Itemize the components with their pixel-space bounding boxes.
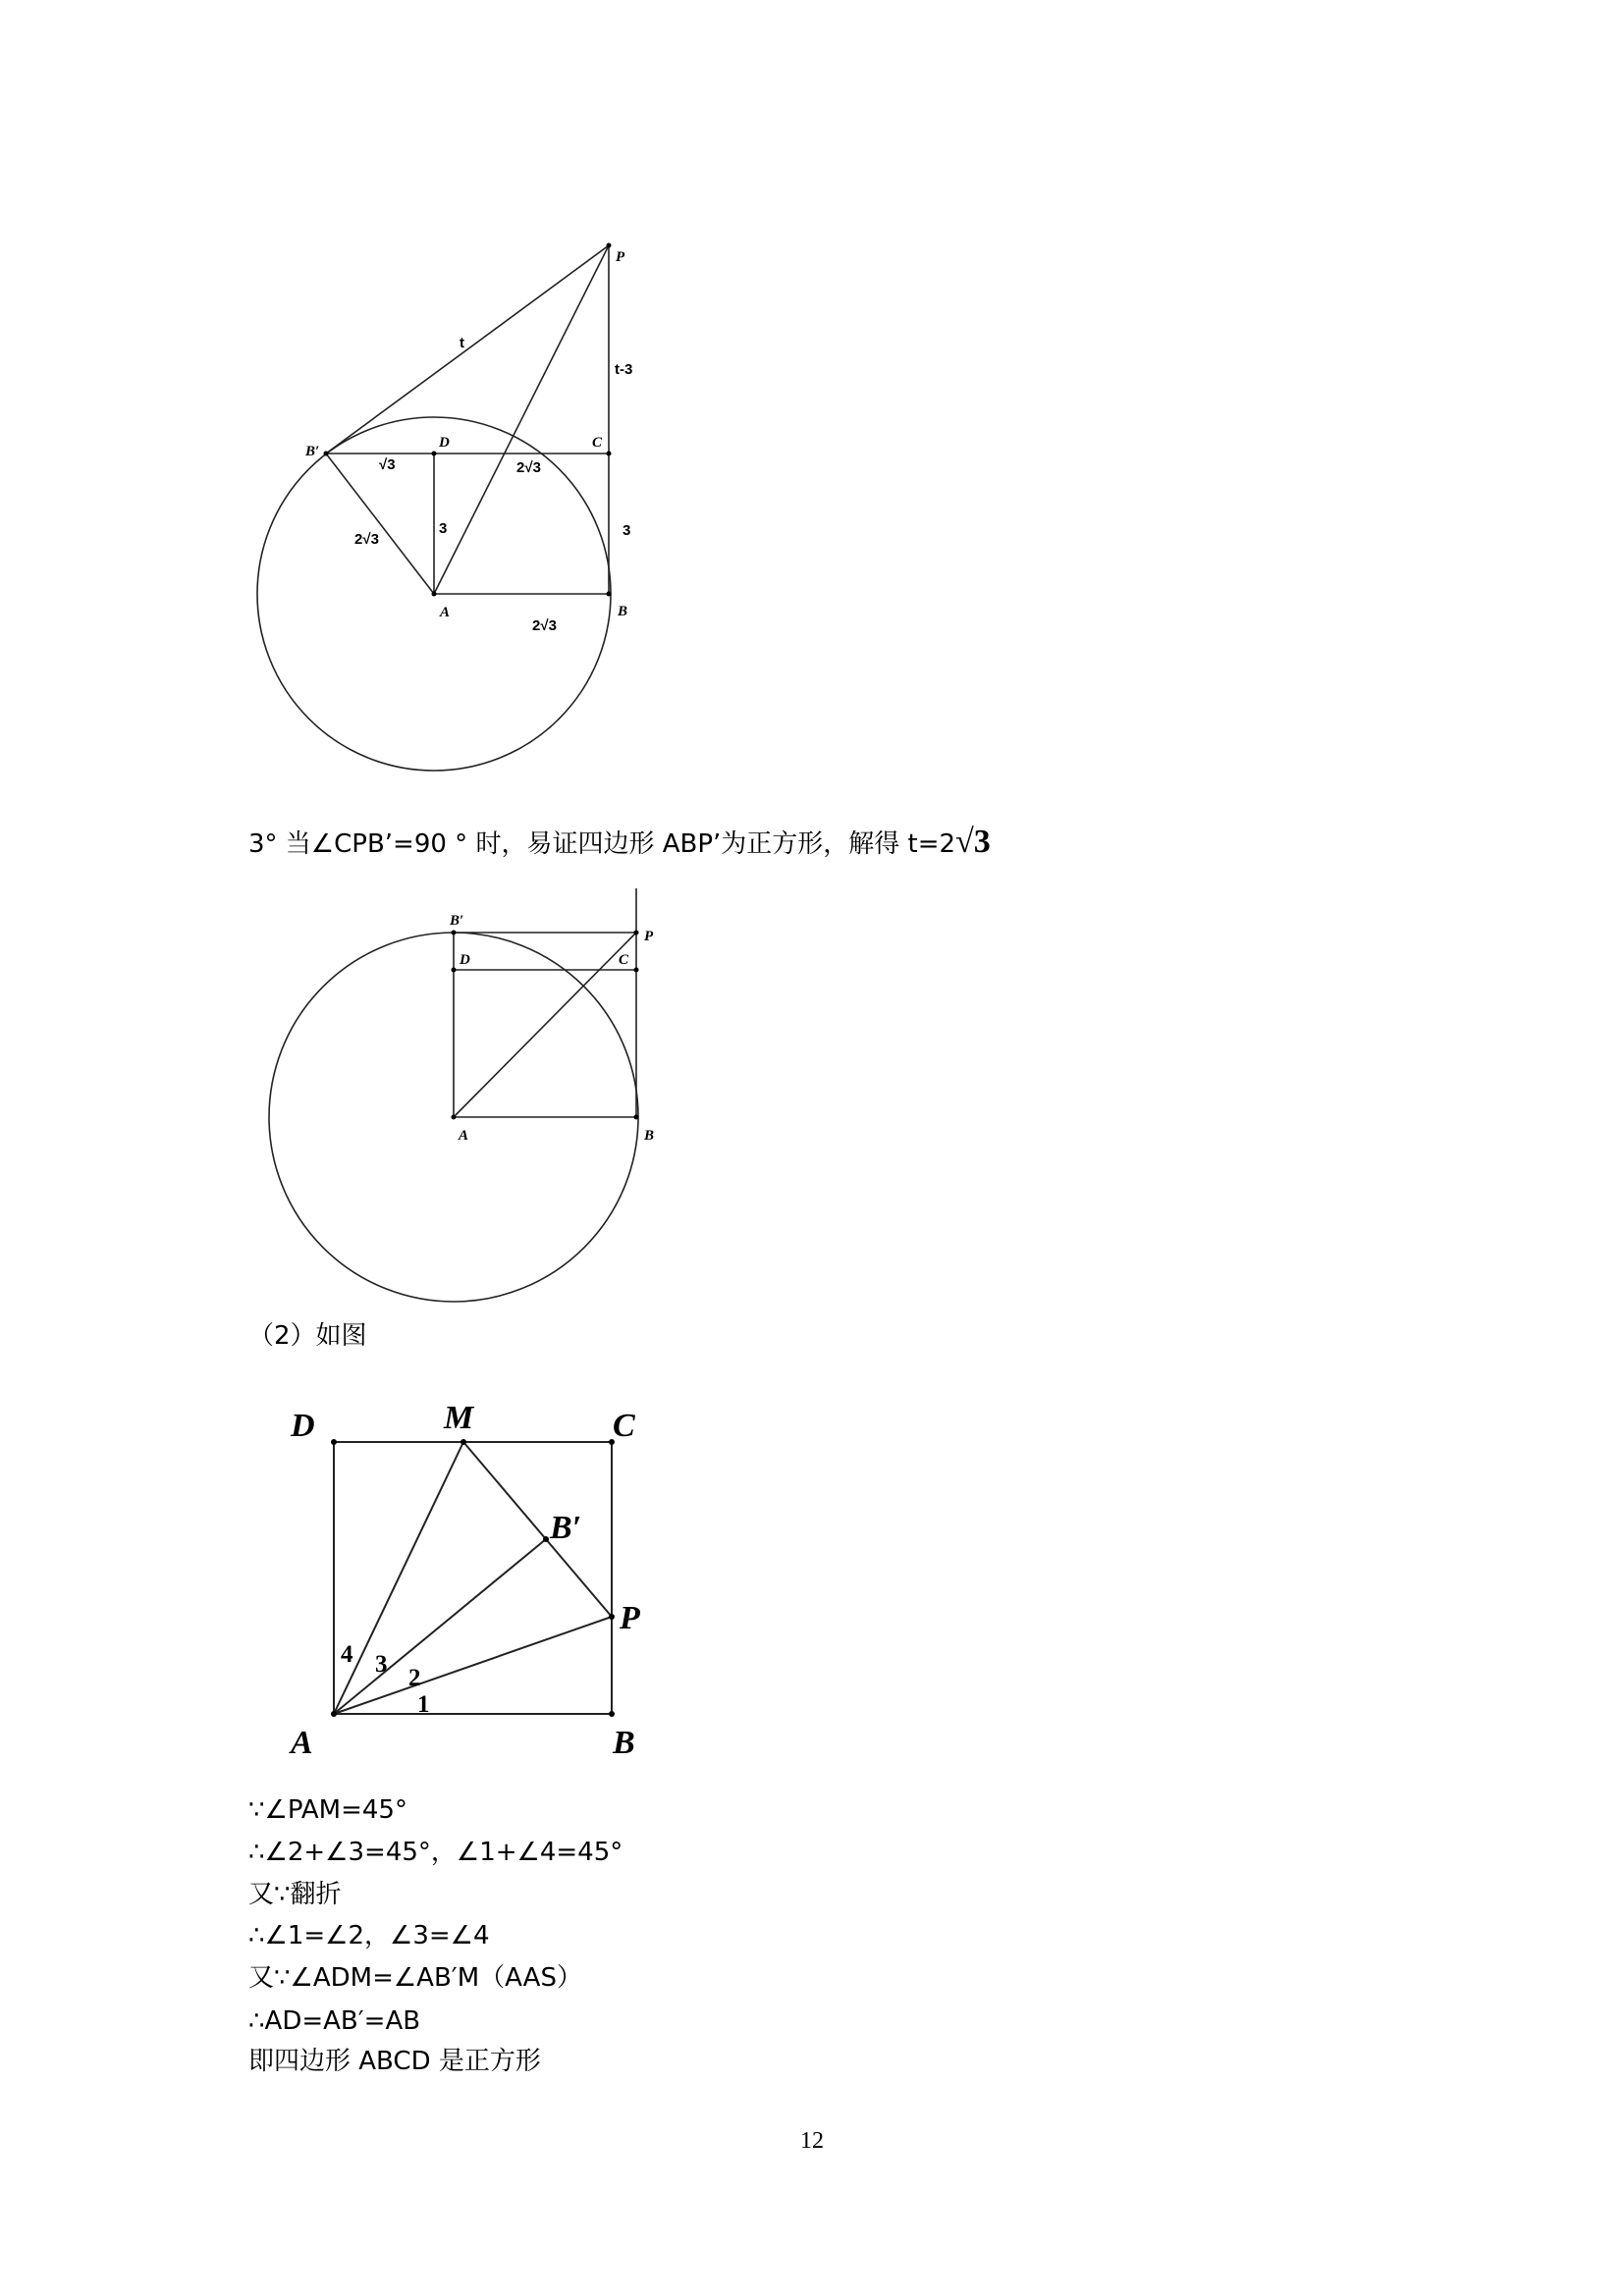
fig3-label-B-prime: B′ <box>550 1510 582 1546</box>
fig3-line-M-P <box>463 1442 612 1617</box>
fig2-point-D <box>452 968 457 973</box>
fig3-point-P <box>609 1614 615 1620</box>
fig1-label-B: B <box>618 604 628 619</box>
fig2-point-B <box>634 1115 639 1120</box>
proof-line-2: ∴∠2+∠3=45°，∠1+∠4=45° <box>248 1838 623 1867</box>
proof-line-1: ∵∠PAM=45° <box>248 1795 407 1825</box>
proof-line-6: ∴AD=AB′=AB <box>248 2006 421 2036</box>
fig3-point-D <box>331 1439 337 1445</box>
fig1-point-P <box>607 243 612 248</box>
part2-heading: （2）如图 <box>248 1321 367 1351</box>
figure-3 <box>289 1400 640 1761</box>
fig3-point-B' <box>543 1536 549 1542</box>
case3-statement <box>248 823 991 864</box>
fig3-point-M <box>460 1439 466 1445</box>
fig1-point-A <box>432 592 437 597</box>
fig1-measure-t-3: t-3 <box>615 361 633 378</box>
fig3-angle-1: 1 <box>417 1691 430 1718</box>
fig3-label-B: B <box>613 1725 635 1761</box>
fig2-label-P: P <box>644 929 654 944</box>
fig3-line-A-B' <box>334 1539 546 1714</box>
fig1-measure-AB-prime: 2√3 <box>354 531 379 548</box>
fig2-label-D: D <box>460 952 470 968</box>
fig3-label-D: D <box>291 1408 315 1444</box>
fig3-label-M: M <box>444 1400 474 1436</box>
figure-2 <box>269 888 654 1302</box>
fig2-point-P <box>634 931 639 935</box>
fig1-point-C <box>607 452 612 456</box>
fig1-point-D <box>432 452 437 456</box>
fig1-measure-AB: 2√3 <box>532 617 557 634</box>
proof-line-3: 又∵翻折 <box>248 1880 342 1909</box>
fig1-measure-t: t <box>460 335 464 351</box>
fig1-label-C: C <box>592 435 603 451</box>
fig1-measure-AD: 3 <box>439 520 448 537</box>
fig3-point-B <box>609 1711 615 1717</box>
fig2-point-C <box>634 968 639 973</box>
case3-text: 3° 当∠CPB’=90 ° 时，易证四边形 ABP’为正方形，解得 t=2 <box>248 829 956 859</box>
fig1-measure-CB: 3 <box>623 522 631 539</box>
fig3-angle-2: 2 <box>408 1665 421 1691</box>
fig3-label-C: C <box>613 1408 635 1444</box>
fig3-point-A <box>331 1711 337 1717</box>
case3-sqrt: √3 <box>955 824 991 860</box>
fig3-label-A: A <box>291 1725 313 1761</box>
fig2-label-A: A <box>459 1128 469 1144</box>
page-number: 12 <box>800 2128 824 2154</box>
fig1-measure-DC: 2√3 <box>516 459 541 476</box>
proof-line-7: 即四边形 ABCD 是正方形 <box>248 2047 541 2076</box>
fig2-label-B: B <box>644 1128 655 1144</box>
fig1-measure-sqrt3: √3 <box>379 456 396 473</box>
fig3-angle-4: 4 <box>341 1641 353 1668</box>
fig2-label-B-prime: B′ <box>450 913 464 929</box>
fig1-point-B' <box>324 452 329 456</box>
fig1-line-B'-P <box>326 245 609 454</box>
fig1-label-A: A <box>440 605 451 620</box>
figure-1 <box>257 243 632 772</box>
fig1-point-B <box>607 592 612 597</box>
proof-line-5: 又∵∠ADM=∠AB′M（AAS） <box>248 1963 582 1993</box>
proof-line-4: ∴∠1=∠2，∠3=∠4 <box>248 1921 490 1950</box>
fig1-line-A-B' <box>326 454 434 594</box>
fig2-point-A <box>452 1115 457 1120</box>
fig1-label-P: P <box>616 249 625 265</box>
fig1-label-D: D <box>439 435 450 451</box>
fig2-point-B' <box>452 931 457 935</box>
fig2-label-C: C <box>619 952 629 968</box>
fig2-line-A-P <box>454 933 636 1117</box>
fig1-label-B-prime: B′ <box>305 444 320 459</box>
fig3-label-P: P <box>620 1600 640 1636</box>
fig3-line-A-M <box>334 1442 463 1714</box>
fig3-angle-3: 3 <box>375 1651 388 1678</box>
